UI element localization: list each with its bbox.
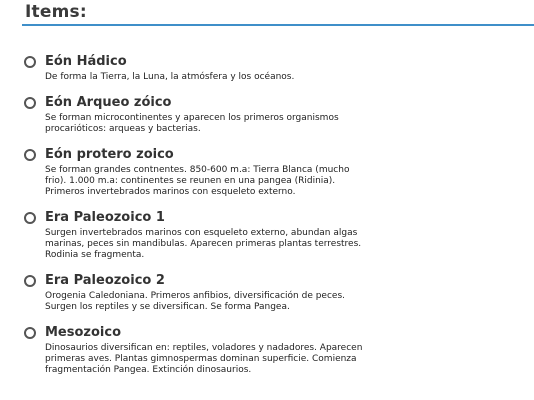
item-description: Dinosaurios diversifican en: reptiles, voladores y nadadores. Aparecen primeras aves. Plantas gimnospermas dominan superficie. Comienza fragmentación Pangea. Extinción dinosaurios.	[45, 343, 363, 375]
item-description: Se forman grandes contnentes. 850-600 m.a: Tierra Blanca (mucho frio). 1.000 m.a: continentes se reunen en una pangea (Ridinia). Primeros invertebrados marinos con esqueleto externo.	[45, 165, 350, 197]
radio-circle-icon[interactable]	[24, 149, 36, 161]
radio-circle-icon[interactable]	[24, 212, 36, 224]
item-description: Orogenia Caledoniana. Primeros anfibios, diversificación de peces. Surgen los reptiles y se diversifican. Se forma Pangea.	[45, 291, 346, 312]
item-description: De forma la Tierra, la Luna, la atmósfera y los océanos.	[45, 72, 295, 82]
item-description: Surgen invertebrados marinos con esqueleto externo, abundan algas marinas, peces sin mandibulas. Aparecen primeras plantas terrestres. Rodinia se fragmenta.	[45, 228, 362, 260]
item-description: Se forman microcontinentes y aparecen los primeros organismos procarióticos: arqueas y bacterias.	[45, 113, 339, 134]
list-item[interactable]	[22, 209, 534, 261]
item-title[interactable]: Era Paleozoico 1	[45, 210, 165, 225]
item-title[interactable]: Era Paleozoico 2	[45, 273, 165, 288]
item-title[interactable]: Eón Arqueo zóico	[45, 95, 172, 110]
list-item[interactable]	[22, 272, 534, 313]
page-title: Items:	[25, 2, 87, 22]
list-item[interactable]	[22, 94, 534, 135]
items-list	[22, 53, 534, 387]
radio-circle-icon[interactable]	[24, 275, 36, 287]
item-title[interactable]: Eón Hádico	[45, 54, 127, 69]
list-item[interactable]	[22, 146, 534, 198]
radio-circle-icon[interactable]	[24, 327, 36, 339]
item-title[interactable]: Mesozoico	[45, 325, 122, 340]
list-item[interactable]	[22, 324, 534, 376]
radio-circle-icon[interactable]	[24, 97, 36, 109]
list-item[interactable]	[22, 53, 534, 83]
item-title[interactable]: Eón protero zoico	[45, 147, 174, 162]
items-header	[22, 0, 534, 26]
radio-circle-icon[interactable]	[24, 56, 36, 68]
